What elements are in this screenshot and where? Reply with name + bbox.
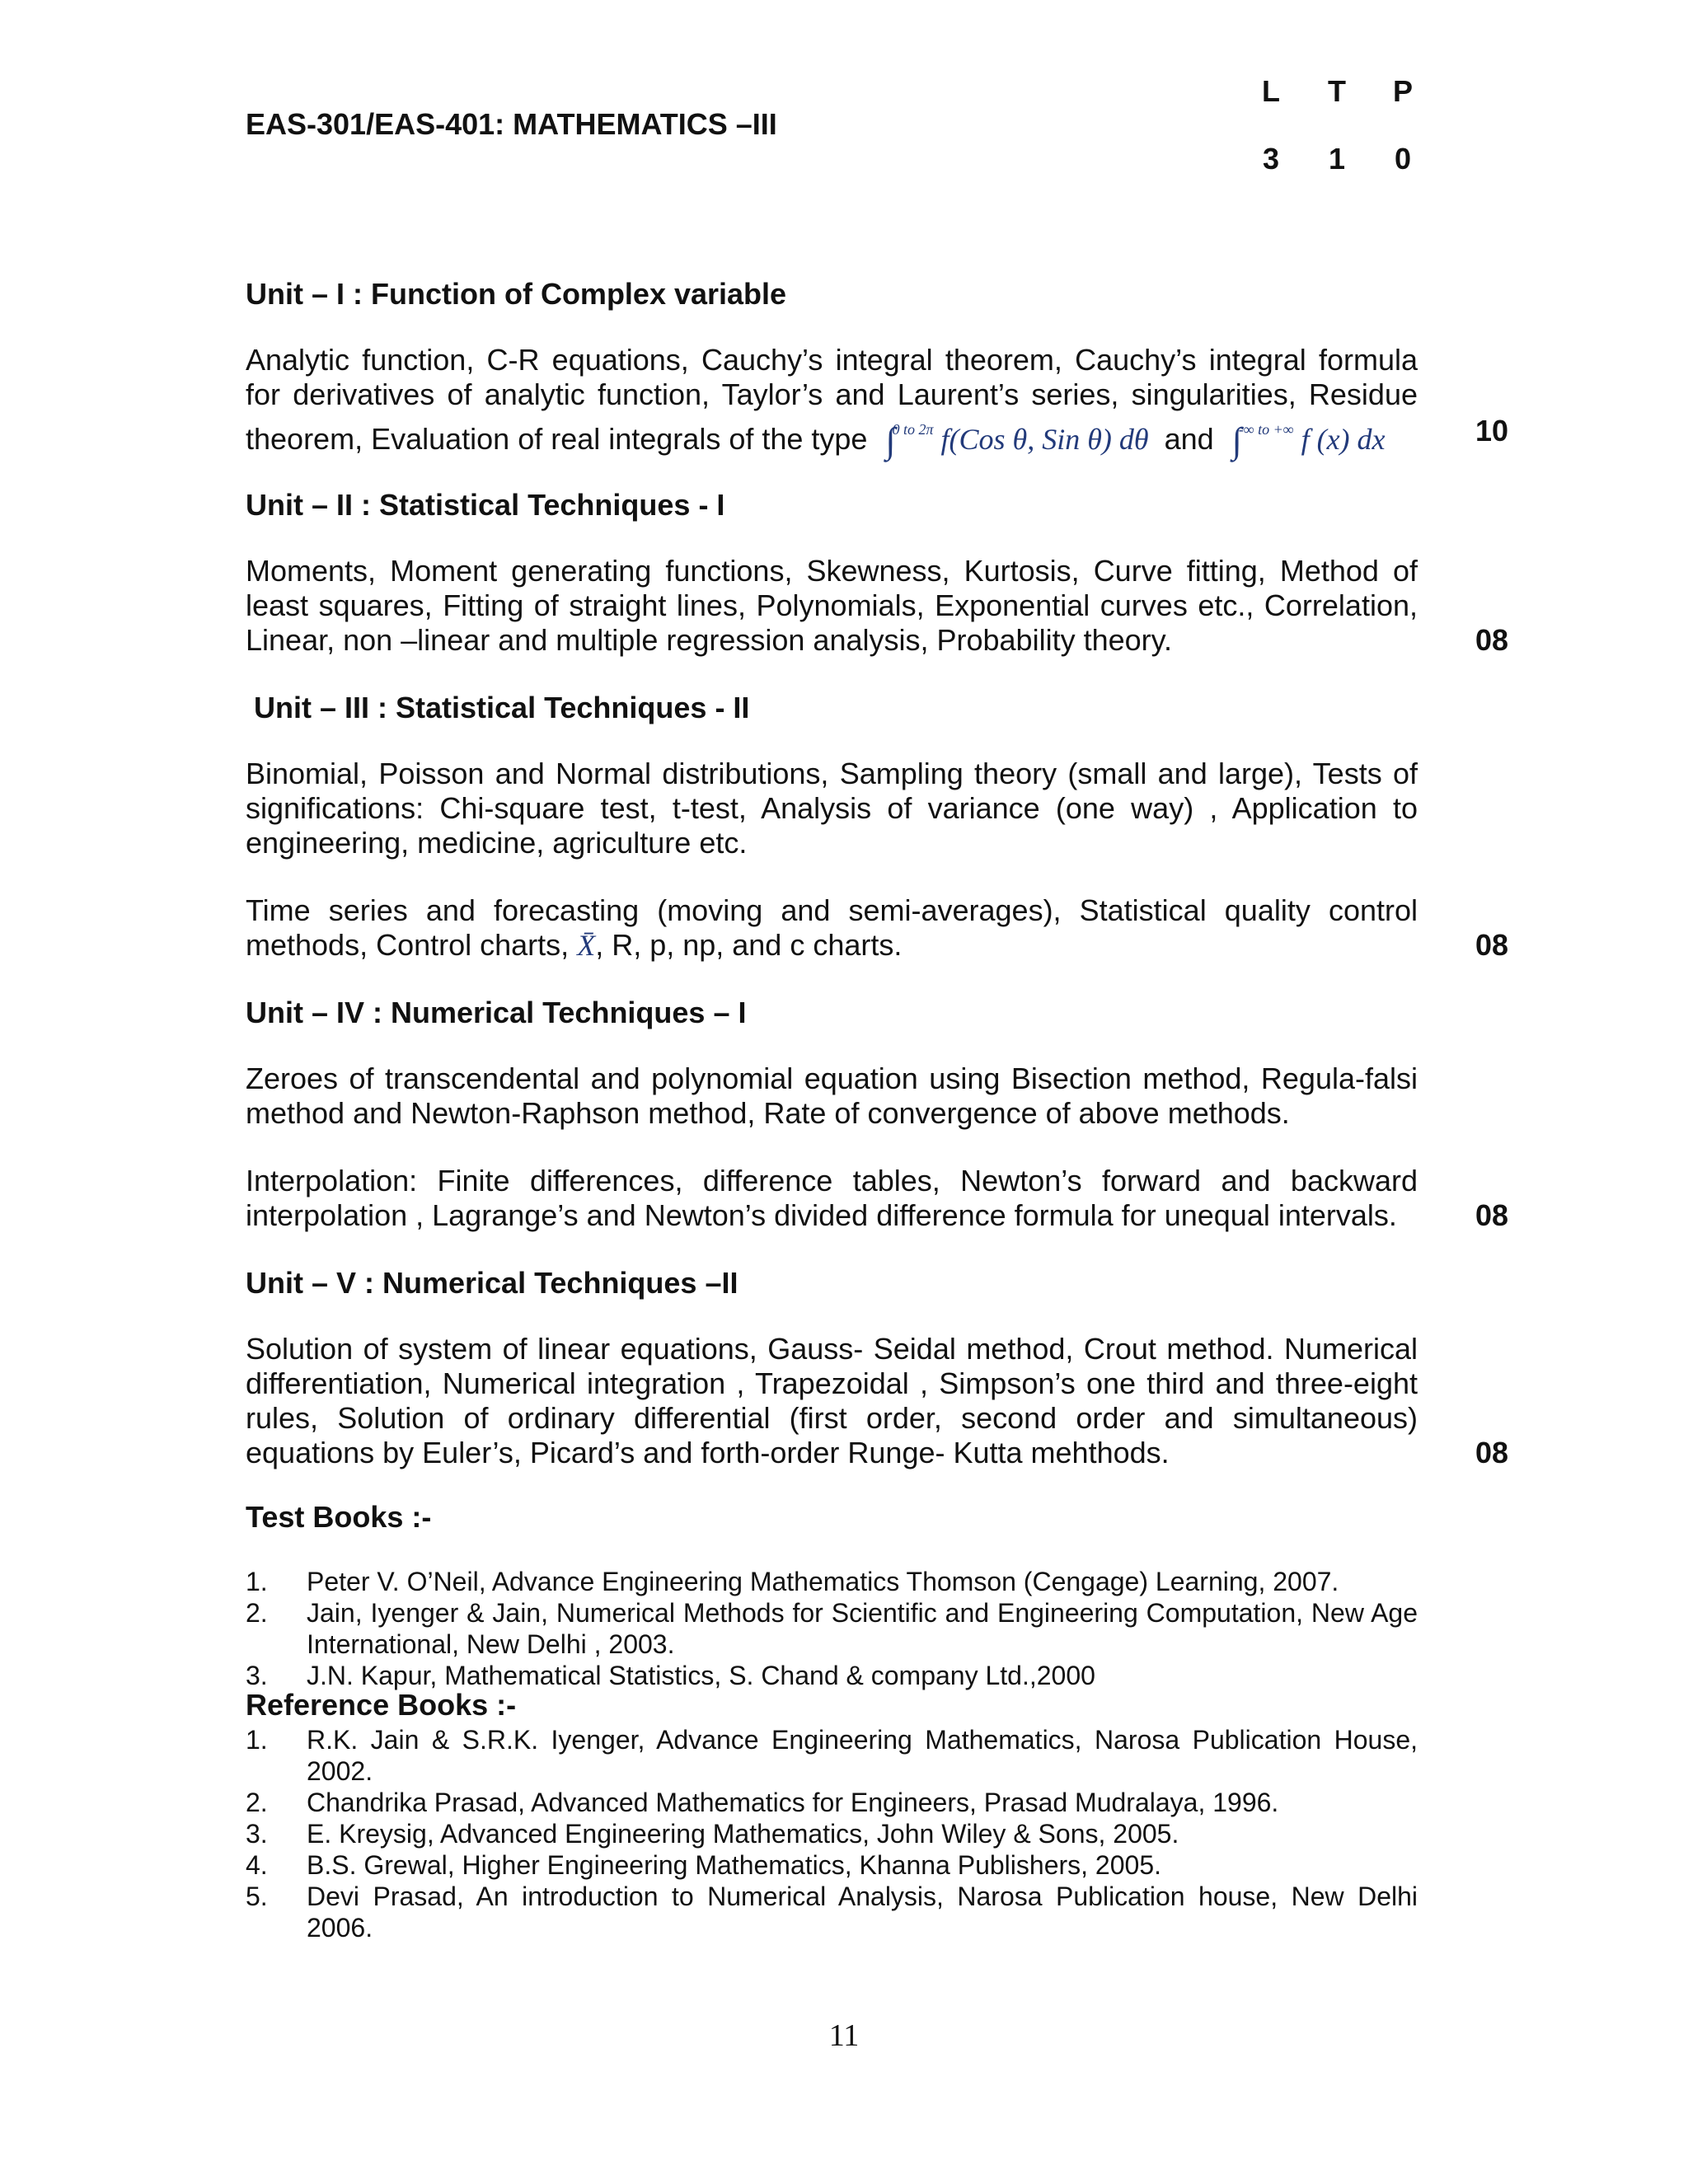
- unit-1-paragraph: [246, 343, 1418, 461]
- integral-formula-1: [885, 420, 1156, 461]
- ltp-value-l: 3: [1262, 142, 1280, 176]
- list-item-text: B.S. Grewal, Higher Engineering Mathematics, Khanna Publishers, 2005.: [307, 1850, 1161, 1880]
- course-title: EAS-301/EAS-401: MATHEMATICS –III: [246, 107, 777, 141]
- list-item-text: Peter V. O’Neil, Advance Engineering Mathematics Thomson (Cengage) Learning, 2007.: [307, 1567, 1339, 1596]
- text-books-heading: Test Books :-: [246, 1500, 432, 1534]
- integral-limits-2: -∞ to +∞: [1238, 421, 1294, 438]
- unit-2-heading: Unit – II : Statistical Techniques - I: [246, 488, 725, 522]
- list-item: [246, 1849, 1418, 1881]
- unit-3-paragraph-1: Binomial, Poisson and Normal distributions, Sampling theory (small and large), Tests of significations: Chi-square test, t-test, Analysis of variance (one way) , Application to engineering, medicine, agriculture etc.: [246, 757, 1418, 860]
- ltp-value-t: 1: [1328, 142, 1346, 176]
- unit-3-heading: Unit – III : Statistical Techniques - II: [254, 691, 750, 724]
- list-item-text: R.K. Jain & S.R.K. Iyenger, Advance Engineering Mathematics, Narosa Publication House, 2002.: [307, 1725, 1418, 1786]
- xbar-symbol: X̄: [577, 929, 596, 962]
- ltp-label-t: T: [1328, 74, 1346, 108]
- ltp-label-l: L: [1262, 74, 1280, 108]
- unit-3-paragraph-2: [246, 893, 1418, 963]
- unit-4-paragraph-2: Interpolation: Finite differences, difference tables, Newton’s forward and backward interpolation , Lagrange’s and Newton’s divided difference formula for unequal intervals.: [246, 1164, 1418, 1232]
- unit-5-paragraph: Solution of system of linear equations, Gauss- Seidal method, Crout method. Numerical differentiation, Numerical integration , Trapezoidal , Simpson’s one third and three-eight rules, Solution of ordinary differential (first order, second order and simultaneous) equations by Euler’s, Picard’s and forth-order Runge- Kutta mehthods.: [246, 1332, 1418, 1469]
- reference-books-list: [246, 1724, 1418, 1943]
- list-item-text: Devi Prasad, An introduction to Numerical Analysis, Narosa Publication house, New Delhi 2006.: [307, 1882, 1418, 1943]
- list-item-number: 1.: [246, 1725, 268, 1755]
- integral-sign-1: ∫: [885, 420, 896, 461]
- integral-sign-2: ∫: [1231, 420, 1242, 461]
- integral-limits-1: 0 to 2π: [892, 421, 934, 438]
- text-books-list: [246, 1566, 1418, 1691]
- formula-1-text: f(Cos θ, Sin θ) dθ: [940, 423, 1149, 456]
- page-number: 11: [828, 2018, 860, 2053]
- list-item-number: 2.: [246, 1598, 268, 1628]
- ltp-label-p: P: [1392, 74, 1413, 108]
- list-item: [246, 1881, 1418, 1943]
- unit-3-text-2: Time series and forecasting (moving and semi-averages), Statistical quality control methods, Control charts,: [246, 893, 1418, 962]
- unit-1-text: Analytic function, C-R equations, Cauchy’s integral theorem, Cauchy’s integral formula for derivatives of analytic function, Taylor’s and Laurent’s series, singularities, Residue theorem, Evaluation of real integrals of the type: [246, 343, 1418, 456]
- unit-4-heading: Unit – IV : Numerical Techniques – I: [246, 996, 747, 1029]
- list-item-number: 2.: [246, 1788, 268, 1817]
- unit-1-hours: 10: [1475, 414, 1508, 448]
- list-item: [246, 1597, 1418, 1660]
- unit-2-paragraph: Moments, Moment generating functions, Skewness, Kurtosis, Curve fitting, Method of least squares, Fitting of straight lines, Polynomials, Exponential curves etc., Correlation, Linear, non –linear and multiple regression analysis, Probability theory.: [246, 554, 1418, 657]
- formula-2-text: f (x) dx: [1301, 423, 1386, 456]
- unit-3-text-tail: , R, p, np, and c charts.: [595, 928, 903, 962]
- unit-3-hours: 08: [1475, 928, 1508, 962]
- list-item: [246, 1818, 1418, 1849]
- unit-5-hours: 08: [1475, 1436, 1508, 1469]
- unit-2-hours: 08: [1475, 623, 1508, 657]
- list-item-number: 1.: [246, 1567, 268, 1596]
- unit-4-paragraph-1: Zeroes of transcendental and polynomial equation using Bisection method, Regula-falsi method and Newton-Raphson method, Rate of convergence of above methods.: [246, 1062, 1418, 1130]
- list-item-text: J.N. Kapur, Mathematical Statistics, S. Chand & company Ltd.,2000: [307, 1661, 1095, 1690]
- list-item: [246, 1566, 1418, 1597]
- reference-books-heading: Reference Books :-: [246, 1688, 517, 1722]
- list-item-number: 5.: [246, 1882, 268, 1911]
- list-item-number: 3.: [246, 1661, 268, 1690]
- list-item-text: Chandrika Prasad, Advanced Mathematics for Engineers, Prasad Mudralaya, 1996.: [307, 1788, 1279, 1817]
- unit-1-heading: Unit – I : Function of Complex variable: [246, 277, 787, 311]
- list-item-number: 4.: [246, 1850, 268, 1880]
- unit-5-heading: Unit – V : Numerical Techniques –II: [246, 1266, 738, 1300]
- ltp-value-p: 0: [1394, 142, 1412, 176]
- list-item: [246, 1787, 1418, 1818]
- list-item: [246, 1660, 1418, 1691]
- integral-formula-2: [1231, 420, 1386, 461]
- list-item-text: Jain, Iyenger & Jain, Numerical Methods for Scientific and Engineering Computation, New Age International, New Delhi , 2003.: [307, 1598, 1418, 1659]
- formula-joiner: and: [1164, 422, 1214, 456]
- unit-4-hours: 08: [1475, 1198, 1508, 1232]
- list-item: [246, 1724, 1418, 1787]
- list-item-number: 3.: [246, 1819, 268, 1849]
- list-item-text: E. Kreysig, Advanced Engineering Mathematics, John Wiley & Sons, 2005.: [307, 1819, 1179, 1849]
